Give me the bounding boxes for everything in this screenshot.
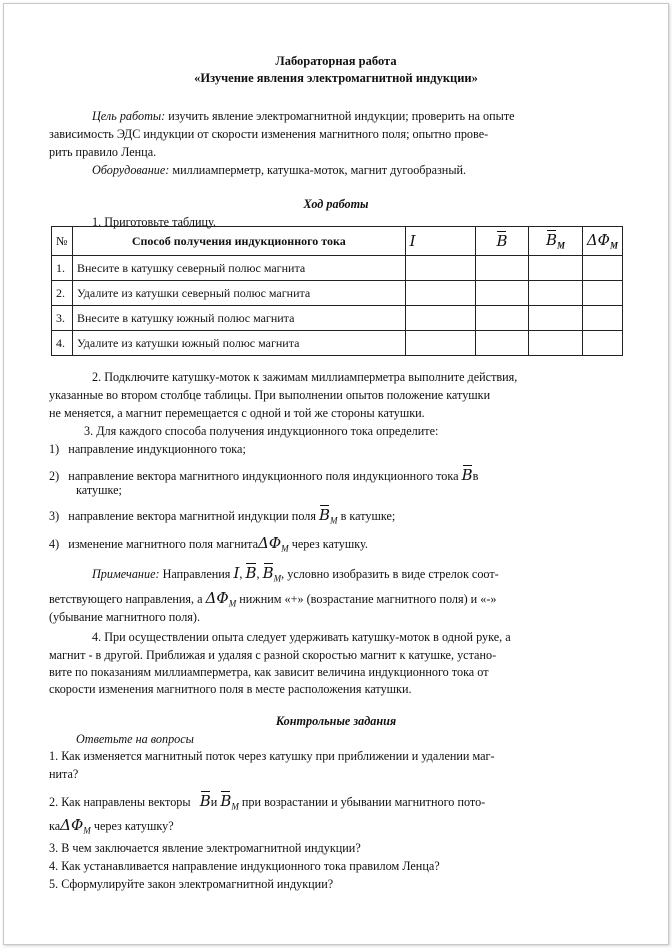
experiment-table [51,226,623,356]
question-2-line-1 [49,792,485,811]
row-method: Удалите из катушки северный полюс магнита [72,281,405,306]
step-2-line-2: указанные во втором столбце таблицы. При выполнении опытов положение катушки [49,388,491,402]
note-text-1b: , условно изобразить в виде стрелок соот- [281,567,499,581]
step-4-line-1: 4. При осуществлении опыта следует удерживать катушку-моток в одной руке, а [92,630,511,644]
step-3-item-3 [49,506,395,525]
title-line-2: «Изучение явления электромагнитной индукции» [194,71,478,85]
control-heading: Контрольные задания [275,714,397,728]
question-4: 4. Как устанавливается направление индукционного тока правилом Ленца? [49,859,440,873]
cell-b [475,281,528,306]
table-row [52,281,623,306]
equipment-text: миллиамперметр, катушка-моток, магнит дугообразный. [172,163,467,177]
bm-vector-symbol: B [319,506,331,524]
row-num: 3. [52,306,73,331]
table-row [52,256,623,281]
dphi-subscript: М [609,240,618,251]
cell-i [405,306,475,331]
cell-i [405,331,475,356]
row-num: 2. [52,281,73,306]
item-text: направление индукционного тока; [68,442,246,456]
note-line-2 [49,589,496,608]
row-method: Внесите в катушку северный полюс магнита [72,256,405,281]
bm-subscript: М [330,515,338,526]
step-2-line-3: не меняется, а магнит перемещается с одной и той же стороны катушки. [49,406,425,420]
cell-bm [529,331,583,356]
step-1: 1. Приготовьте таблицу. [92,215,216,229]
cell-b [475,256,528,281]
question-1-line-1: 1. Как изменяется магнитный поток через катушку при приближении и удалении маг- [49,749,495,763]
b-vector-symbol: B [245,564,257,582]
goal-label: Цель работы: [92,109,166,123]
q2-text-c: при возрастании и убывании магнитного пото- [241,795,486,809]
q2-text-ka: ка [49,819,61,833]
row-method: Удалите из катушки южный полюс магнита [72,331,405,356]
goal-text-1: изучить явление электромагнитной индукции; проверить на опыте [168,109,515,123]
question-2-line-2 [49,816,174,835]
bm-vector-symbol: B [220,792,232,810]
bm-vector-symbol: B [262,564,274,582]
bm-subscript: М [557,240,566,251]
note-text-1a: Направления [162,567,231,581]
note-text-2b: нижним «+» (возрастание магнитного поля) и «-» [239,592,497,606]
control-subheading: Ответьте на вопросы [76,732,194,746]
step-3-item-1 [49,442,246,457]
item-num: 2) [49,469,60,483]
header-num: № [52,227,73,256]
item-num: 3) [49,509,60,523]
progress-heading: Ход работы [303,197,369,211]
q2-text-a: 2. Как направлены векторы [49,795,191,809]
step-3-item-4 [49,534,368,553]
cell-b [475,331,528,356]
cell-bm [529,256,583,281]
header-dphi [582,227,622,256]
dphi-symbol: ΔΦ [258,534,282,552]
bm-subscript: М [231,801,239,812]
cell-bm [529,306,583,331]
note-text-2a: ветствующего направления, а [49,592,203,606]
header-current [405,227,475,256]
header-method: Способ получения индукционного тока [72,227,405,256]
cell-dphi [582,281,622,306]
b-vector-symbol: B [199,792,211,810]
b-vector-symbol: B [461,466,473,484]
document-page [3,3,669,945]
title-line-1: Лабораторная работа [275,54,397,68]
step-2-line-1: 2. Подключите катушку-моток к зажимам миллиамперметра выполните действия, [92,370,518,384]
item-tail: в [472,469,479,483]
dphi-subscript: М [83,825,91,836]
dphi-symbol: ΔΦ [60,816,84,834]
item-text: изменение магнитного поля магнита [68,537,259,551]
header-b [475,227,528,256]
cell-dphi [582,306,622,331]
dphi-symbol: ΔΦ [205,589,229,607]
goal-line-1 [92,109,515,124]
question-5: 5. Сформулируйте закон электромагнитной индукции? [49,877,334,891]
table-row [52,306,623,331]
row-num: 1. [52,256,73,281]
step-4-line-4: скорости изменения магнитного поля в месте расположения катушки. [49,682,412,696]
equipment-line [92,163,466,178]
item-num: 1) [49,442,60,456]
item-text: направление вектора магнитного индукционного поля индукционного тока [68,469,459,483]
q2-text-b: и [210,795,218,809]
step-3-intro: 3. Для каждого способа получения индукционного тока определите: [84,424,439,438]
table-header-row [52,227,623,256]
dphi-subscript: М [281,543,289,554]
header-bm [529,227,583,256]
step-4-line-2: магнит - в другой. Приближая и удаляя с разной скоростью магнит к катушке, устано- [49,648,497,662]
b-vector-symbol: B [496,232,508,250]
question-3: 3. В чем заключается явление электромагнитной индукции? [49,841,361,855]
bm-subscript: М [273,573,282,584]
cell-dphi [582,331,622,356]
note-line-3: (убывание магнитного поля). [49,610,200,624]
note-line-1: Примечание: Направления I, B, $B_М$, условно изобразить в виде стрелок соот- [92,564,499,584]
item-tail: в катушке; [340,509,396,523]
step-4-line-3: вите по показаниям миллиамперметра, как зависит величина индукционного тока от [49,665,489,679]
goal-line-3: рить правило Ленца. [49,145,157,159]
row-num: 4. [52,331,73,356]
step-3-item-2 [49,466,478,484]
item-num: 4) [49,537,60,551]
cell-dphi [582,256,622,281]
note-label: Примечание: [92,567,160,581]
item-tail: через катушку. [291,537,368,551]
q2-text-tail: через катушку? [93,819,174,833]
table-row [52,331,623,356]
cell-i [405,281,475,306]
row-method: Внесите в катушку южный полюс магнита [72,306,405,331]
cell-i [405,256,475,281]
dphi-symbol: ΔΦ [586,231,610,250]
current-symbol: I [409,232,416,250]
cell-b [475,306,528,331]
goal-line-2: зависимость ЭДС индукции от скорости изменения магнитного поля; опытно прове- [49,127,489,141]
current-symbol: I [233,564,240,582]
dphi-subscript: М [228,598,237,609]
step-3-item-2-line-2: катушке; [76,483,122,497]
equipment-label: Оборудование: [92,163,170,177]
cell-bm [529,281,583,306]
question-1-line-2: нита? [49,767,79,781]
bm-vector-symbol: B [546,231,558,250]
item-text: направление вектора магнитной индукции поля [68,509,316,523]
